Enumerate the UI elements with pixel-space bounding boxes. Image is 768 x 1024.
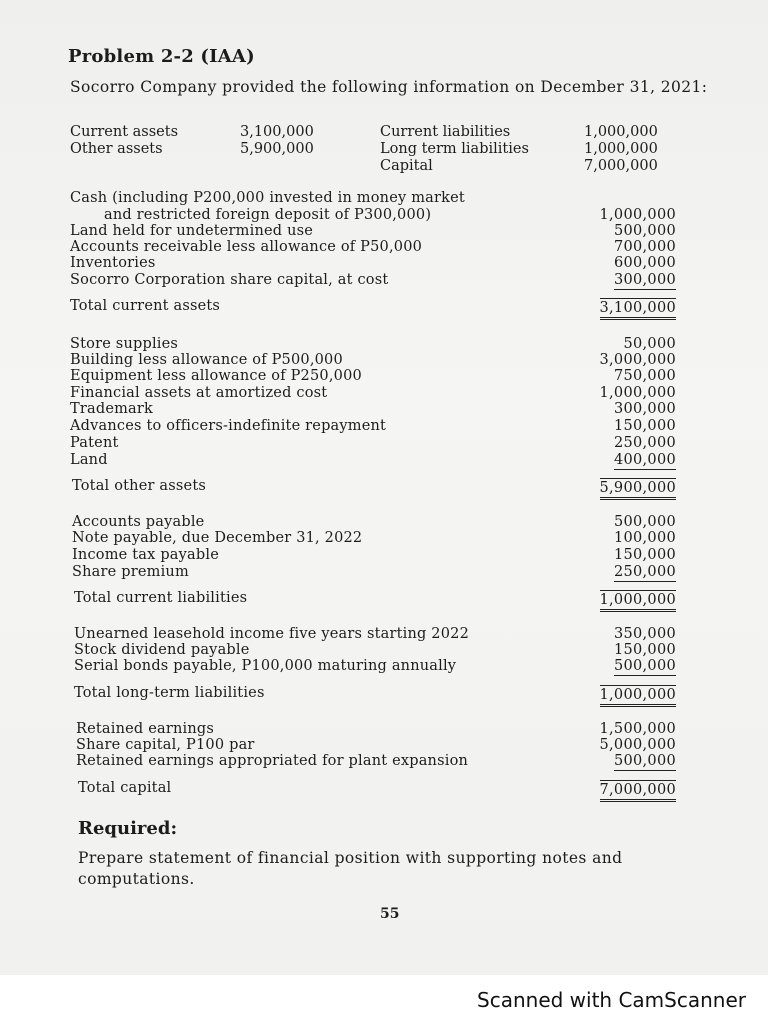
total-amount: 3,100,000 xyxy=(600,298,677,320)
summary-current-assets-value: 3,100,000 xyxy=(240,124,314,140)
line-item-label: Retained earnings xyxy=(76,721,215,737)
summary-capital-value: 7,000,000 xyxy=(584,158,658,174)
line-item xyxy=(0,547,768,564)
line-item xyxy=(0,190,768,207)
line-item xyxy=(0,255,768,272)
line-item-amount: 150,000 xyxy=(613,642,676,658)
line-item xyxy=(0,401,768,418)
summary-current-liabilities-value: 1,000,000 xyxy=(584,124,658,140)
line-item-label: Financial assets at amortized cost xyxy=(70,385,328,401)
line-item xyxy=(0,530,768,547)
total-amount: 1,000,000 xyxy=(600,590,677,612)
summary-long-term-liabilities-value: 1,000,000 xyxy=(584,141,658,157)
line-item xyxy=(0,564,768,581)
line-item xyxy=(0,452,768,469)
line-item-amount: 500,000 xyxy=(613,514,676,530)
total-label: Total long-term liabilities xyxy=(74,685,265,701)
line-item-amount: 500,000 xyxy=(613,658,676,674)
line-item-label: Patent xyxy=(70,435,119,451)
line-item-label: Equipment less allowance of P250,000 xyxy=(70,368,362,384)
line-item-amount: 100,000 xyxy=(613,530,676,546)
line-item-amount: 1,000,000 xyxy=(599,207,676,223)
line-item-label: Accounts receivable less allowance of P50,000 xyxy=(70,239,423,255)
line-item-label: and restricted foreign deposit of P300,000) xyxy=(104,207,432,223)
line-item-label: Accounts payable xyxy=(72,514,205,530)
line-item-label: Stock dividend payable xyxy=(74,642,250,658)
line-item-amount: 750,000 xyxy=(613,368,676,384)
total-row xyxy=(0,478,768,495)
total-label: Total capital xyxy=(78,780,172,796)
line-item-amount: 500,000 xyxy=(613,223,676,239)
line-item-label: Trademark xyxy=(70,401,154,417)
line-item-label: Share capital, P100 par xyxy=(76,737,255,753)
line-item-amount: 500,000 xyxy=(613,753,676,769)
summary-other-assets-label: Other assets xyxy=(70,141,163,157)
line-item-label: Building less allowance of P500,000 xyxy=(70,352,343,368)
line-item-amount: 250,000 xyxy=(613,435,676,451)
line-item-amount: 3,000,000 xyxy=(599,352,676,368)
page-number: 55 xyxy=(380,906,400,922)
line-item-amount: 150,000 xyxy=(613,418,676,434)
total-label: Total current assets xyxy=(70,298,221,314)
summary-current-liabilities-label: Current liabilities xyxy=(380,124,511,140)
line-item xyxy=(0,753,768,770)
summary-current-assets-label: Current assets xyxy=(70,124,179,140)
line-item xyxy=(0,272,768,289)
line-item xyxy=(0,336,768,353)
total-amount: 5,900,000 xyxy=(600,478,677,500)
line-item-amount: 350,000 xyxy=(613,626,676,642)
line-item xyxy=(0,435,768,452)
line-item-amount: 250,000 xyxy=(613,564,676,580)
line-item xyxy=(0,223,768,240)
line-item xyxy=(0,418,768,435)
line-item-amount: 300,000 xyxy=(613,401,676,417)
line-item xyxy=(0,514,768,531)
summary-other-assets-value: 5,900,000 xyxy=(240,141,314,157)
total-amount: 7,000,000 xyxy=(600,780,677,802)
line-item-amount: 700,000 xyxy=(613,239,676,255)
summary-capital-label: Capital xyxy=(380,158,433,174)
line-item xyxy=(0,626,768,643)
problem-title: Problem 2-2 (IAA) xyxy=(68,46,255,67)
line-item xyxy=(0,207,768,224)
line-item-amount: 5,000,000 xyxy=(599,737,676,753)
required-heading: Required: xyxy=(78,818,178,839)
line-item-label: Socorro Corporation share capital, at cost xyxy=(70,272,389,288)
summary-long-term-liabilities-label: Long term liabilities xyxy=(380,141,529,157)
line-item-label: Unearned leasehold income five years starting 2022 xyxy=(74,626,470,642)
line-item-amount: 400,000 xyxy=(613,452,676,468)
line-item-label: Serial bonds payable, P100,000 maturing annually xyxy=(74,658,457,674)
line-item xyxy=(0,642,768,659)
line-item xyxy=(0,737,768,754)
intro-text: Socorro Company provided the following information on December 31, 2021: xyxy=(70,78,708,96)
total-label: Total other assets xyxy=(72,478,206,494)
total-row xyxy=(0,780,768,797)
line-item xyxy=(0,658,768,675)
line-item xyxy=(0,352,768,369)
line-item-label: Income tax payable xyxy=(72,547,219,563)
line-item-amount: 300,000 xyxy=(613,272,676,288)
line-item-label: Land xyxy=(70,452,108,468)
line-item-amount: 150,000 xyxy=(613,547,676,563)
scanner-watermark: Scanned with CamScanner xyxy=(477,988,746,1012)
total-amount: 1,000,000 xyxy=(600,685,677,707)
total-label: Total current liabilities xyxy=(74,590,248,606)
line-item-amount: 1,500,000 xyxy=(599,721,676,737)
line-item-label: Land held for undetermined use xyxy=(70,223,314,239)
total-row xyxy=(0,590,768,607)
total-row xyxy=(0,685,768,702)
line-item xyxy=(0,368,768,385)
line-item xyxy=(0,721,768,738)
line-item-amount: 600,000 xyxy=(613,255,676,271)
line-item-label: Note payable, due December 31, 2022 xyxy=(72,530,363,546)
line-item-amount: 50,000 xyxy=(623,336,676,352)
line-item-amount: 1,000,000 xyxy=(599,385,676,401)
line-item-label: Advances to officers-indefinite repayment xyxy=(70,418,387,434)
line-item-label: Store supplies xyxy=(70,336,179,352)
line-item xyxy=(0,239,768,256)
line-item-label: Share premium xyxy=(72,564,189,580)
line-item-label: Retained earnings appropriated for plant expansion xyxy=(76,753,469,769)
line-item-label: Cash (including P200,000 invested in money market xyxy=(70,190,465,206)
required-text: Prepare statement of financial position with supporting notes and computations. xyxy=(78,849,623,888)
line-item-label: Inventories xyxy=(70,255,156,271)
line-item xyxy=(0,385,768,402)
total-row xyxy=(0,298,768,315)
